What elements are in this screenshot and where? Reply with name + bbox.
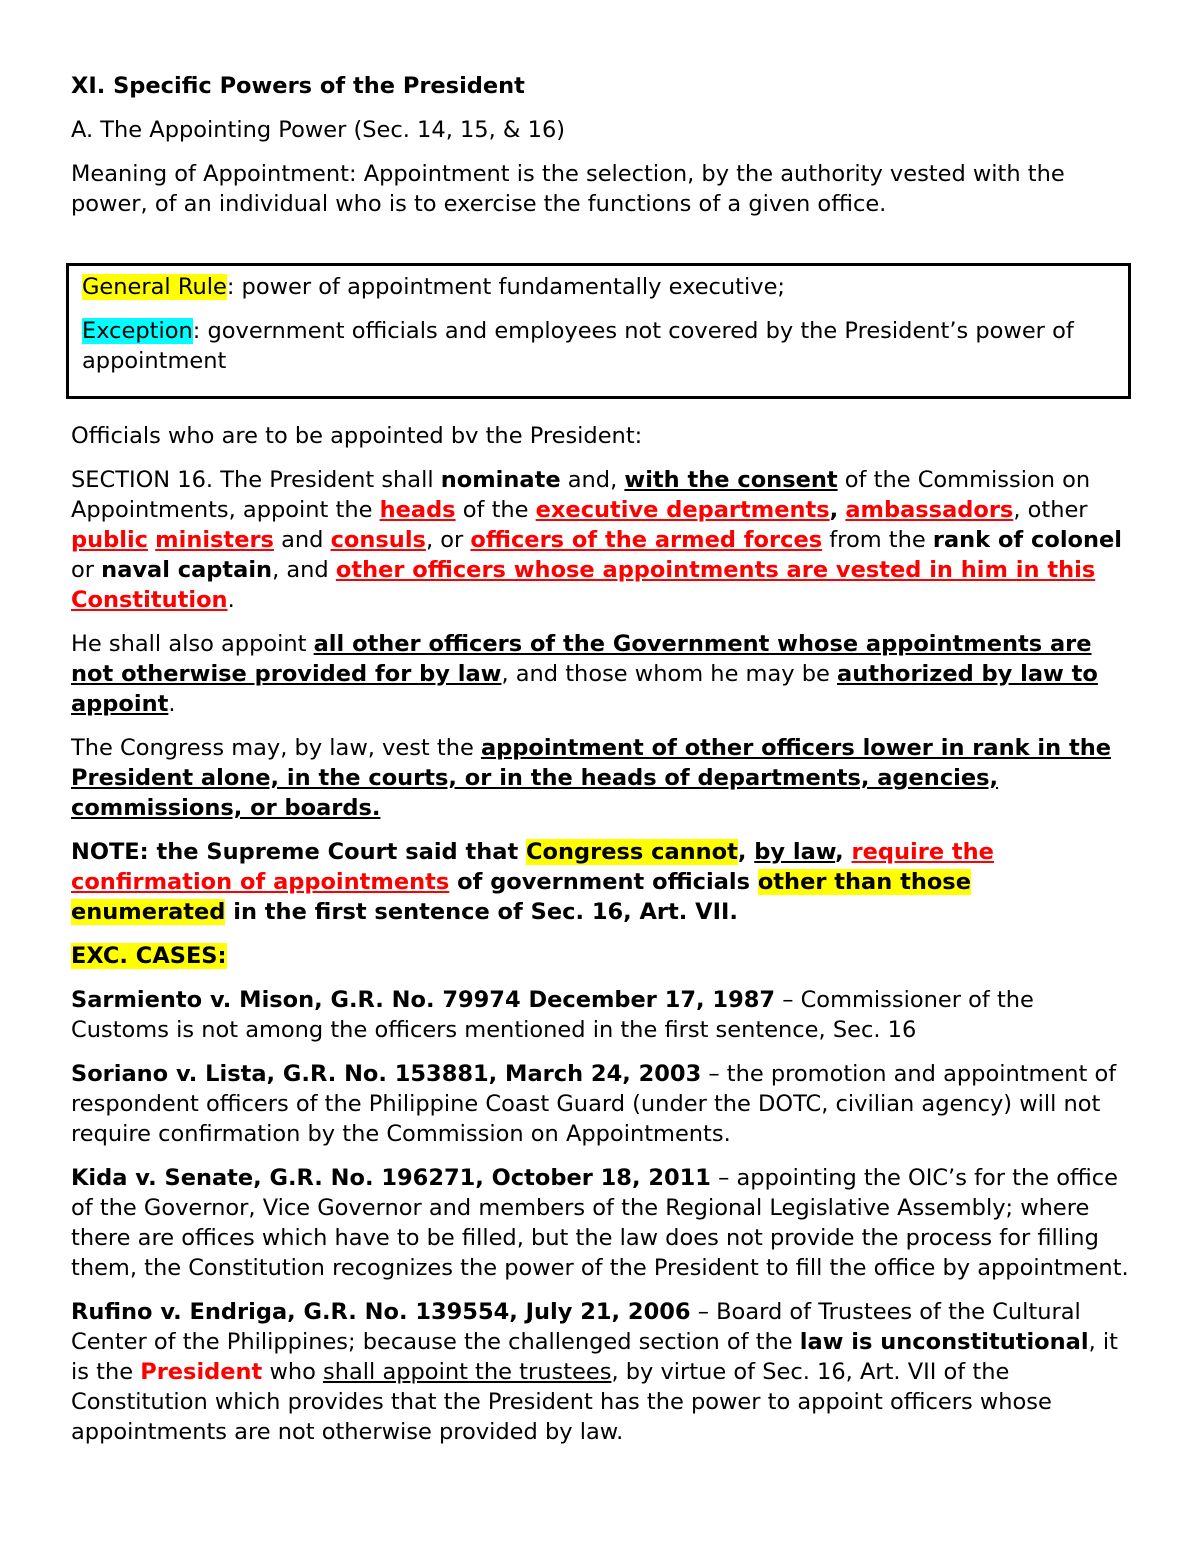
exc-cases-heading: [71, 941, 1131, 971]
all-other-officers-term: all other officers of the Government whose appointments are not otherwise provided for by law: [71, 631, 1092, 687]
rule-box: [66, 263, 1131, 399]
rank-term: rank of colonel: [932, 527, 1122, 553]
nominate-term: nominate: [440, 467, 561, 493]
case-name: Soriano v. Lista, G.R. No. 153881, March 24, 2003: [71, 1061, 702, 1087]
case-kida: [71, 1163, 1131, 1283]
lower-rank-appointment-term: appointment of other officers lower in rank in the President alone, in the courts, or in the heads of departments, agencies, commissions, or boards.: [71, 735, 1111, 821]
president-term: President: [140, 1359, 263, 1385]
case-summary: – Commissioner of the Customs is not among the officers mentioned in the first sentence, Sec. 16: [71, 987, 1034, 1043]
ministers-term: ministers: [155, 527, 274, 553]
naval-captain-term: naval captain: [101, 557, 273, 583]
case-soriano: [71, 1059, 1131, 1149]
law-unconstitutional-term: law is unconstitutional: [799, 1329, 1089, 1355]
text-run: who: [262, 1359, 324, 1385]
general-rule-label: General Rule: [82, 274, 227, 300]
section-heading: XI. Specific Powers of the President: [71, 73, 525, 99]
text-run: from the: [822, 527, 933, 553]
text-run: and,: [560, 467, 625, 493]
text-run: He shall also appoint: [71, 631, 314, 657]
public-term: public: [71, 527, 148, 553]
document-body: [71, 71, 1131, 1461]
exception-label: Exception: [82, 318, 193, 344]
note-paragraph: [71, 837, 1131, 927]
case-summary: – the promotion and appointment of respondent officers of the Philippine Coast Guard (under the DOTC, civilian agency) will not require confirmation by the Commission on Appointments.: [71, 1061, 1117, 1147]
subheading: A. The Appointing Power (Sec. 14, 15, & 16): [71, 117, 566, 143]
text-run: of the: [455, 497, 536, 523]
armed-forces-term: officers of the armed forces: [470, 527, 823, 553]
by-law-term: by law: [754, 839, 836, 865]
text-run: SECTION 16. The President shall: [71, 467, 441, 493]
text-run: The Congress may, by law, vest the: [71, 735, 481, 761]
text-run: .: [168, 691, 176, 717]
section-16-paragraph: [71, 465, 1131, 615]
case-rufino: [71, 1297, 1131, 1447]
consent-term: with the consent: [624, 467, 838, 493]
shall-appoint-trustees-term: shall appoint the trustees: [323, 1359, 612, 1385]
text-run: ,: [829, 497, 839, 523]
case-name: Sarmiento v. Mison, G.R. No. 79974 December 17, 1987: [71, 987, 776, 1013]
congress-cannot-term: Congress cannot: [526, 839, 738, 865]
text-run: .: [227, 587, 235, 613]
appointment-definition: Meaning of Appointment: Appointment is the selection, by the authority vested with the power, of an individual who is to exercise the functions of a given office.: [71, 161, 1065, 217]
case-summary: – appointing the OIC’s for the office of the Governor, Vice Governor and members of the Regional Legislative Assembly; where there are offices which have to be filled, but the law does not provide the process for filling them, the Constitution recognizes the power of the President to fill the office by appointment.: [71, 1165, 1129, 1281]
appoint-others-paragraph: [71, 629, 1131, 719]
other-than-enumerated-term: other than those enumerated: [71, 869, 971, 925]
text-run: in the first sentence of Sec. 16, Art. VII.: [225, 899, 738, 925]
exception: [82, 316, 1118, 376]
text-run: NOTE: the Supreme Court said that: [71, 839, 527, 865]
executive-departments-term: executive departments: [535, 497, 830, 523]
other-officers-term: other officers whose appointments are vested in him in this Constitution: [71, 557, 1096, 613]
text-run: , other: [1013, 497, 1088, 523]
text-run: , or: [425, 527, 471, 553]
consuls-term: consuls: [330, 527, 426, 553]
ambassadors-term: ambassadors: [845, 497, 1014, 523]
heads-term: heads: [379, 497, 456, 523]
authorized-by-law-term: authorized by law to appoint: [71, 661, 1098, 717]
text-run: , by virtue of Sec. 16, Art. VII of the Constitution which provides that the President has the power to appoint officers whose appointments are not otherwise provided by law.: [71, 1359, 1052, 1445]
text-run: and: [273, 527, 331, 553]
text-run: ,: [737, 839, 755, 865]
case-name: Rufino v. Endriga, G.R. No. 139554, July 21, 2006: [71, 1299, 691, 1325]
exc-cases-label: EXC. CASES:: [71, 943, 227, 969]
general-rule-text: : power of appointment fundamentally executive;: [226, 274, 785, 300]
text-run: ,: [835, 839, 852, 865]
congress-paragraph: [71, 733, 1131, 823]
case-name: Kida v. Senate, G.R. No. 196271, October 18, 2011: [71, 1165, 711, 1191]
officials-intro: Officials who are to be appointed bv the President:: [71, 423, 643, 449]
general-rule: [82, 272, 1118, 302]
require-confirmation-term: require the confirmation of appointments: [71, 839, 994, 895]
text-run: , and: [272, 557, 336, 583]
text-run: or: [71, 557, 102, 583]
text-run: of the Commission on Appointments, appoint the: [71, 467, 1091, 523]
text-run: , and those whom he may be: [501, 661, 838, 687]
case-sarmiento: [71, 985, 1131, 1045]
exception-text: : government officials and employees not covered by the President’s power of appointment: [82, 318, 1074, 374]
text-run: – Board of Trustees of the Cultural Center of the Philippines; because the challenged section of the: [71, 1299, 1081, 1355]
text-run: , it is the: [71, 1329, 1118, 1385]
text-run: of government officials: [449, 869, 758, 895]
